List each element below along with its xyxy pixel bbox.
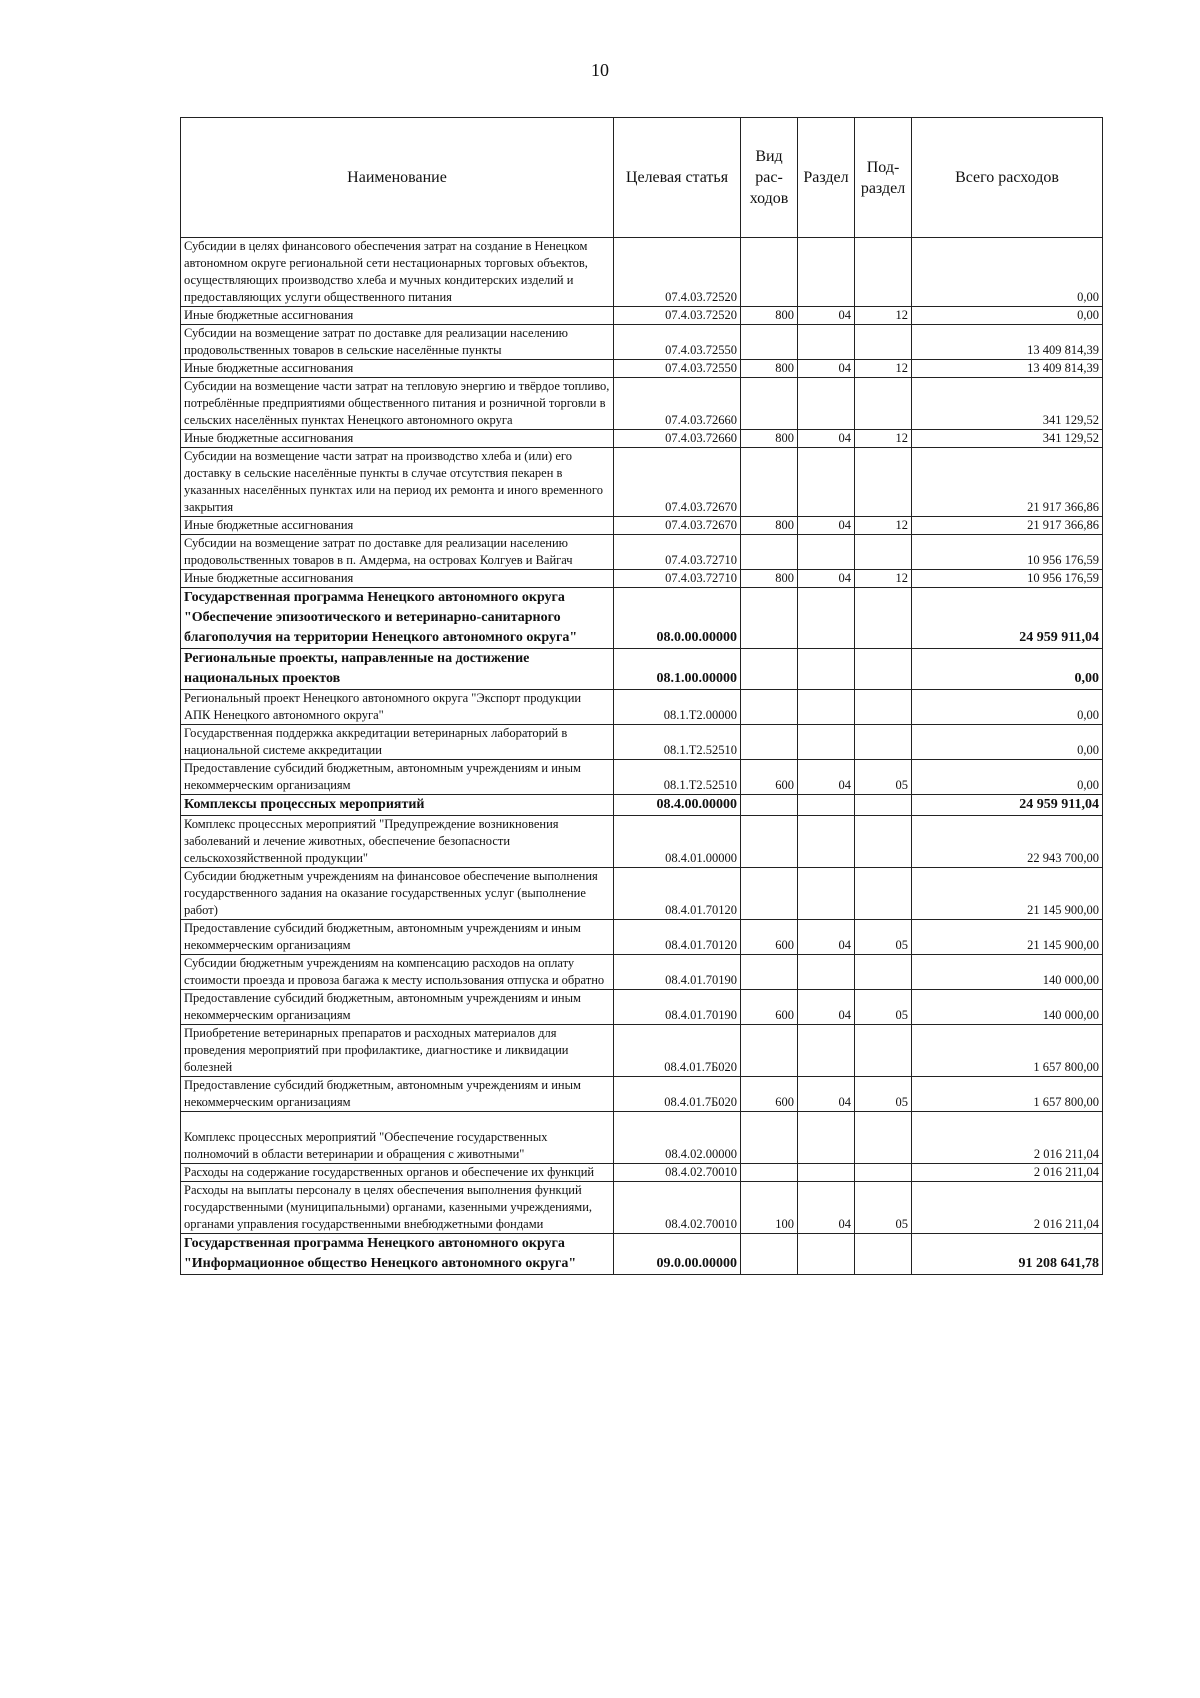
row-code: 08.4.01.7Б020 bbox=[614, 1025, 741, 1077]
row-name: Предоставление субсидий бюджетным, автономным учреждениям и иным некоммерческим организациям bbox=[181, 1077, 614, 1112]
row-expense-type bbox=[741, 325, 798, 360]
row-total: 2 016 211,04 bbox=[912, 1182, 1103, 1234]
row-name: Приобретение ветеринарных препаратов и расходных материалов для проведения мероприятий при профилактике, диагностике и ликвидации болезней bbox=[181, 1025, 614, 1077]
row-total: 2 016 211,04 bbox=[912, 1164, 1103, 1182]
row-expense-type: 800 bbox=[741, 430, 798, 448]
row-name: Комплекс процессных мероприятий "Обеспечение государственных полномочий в области ветеринарии и обращения с животными" bbox=[181, 1112, 614, 1164]
row-code: 07.4.03.72520 bbox=[614, 307, 741, 325]
table-row bbox=[181, 816, 1103, 868]
row-section bbox=[798, 868, 855, 920]
row-total: 140 000,00 bbox=[912, 955, 1103, 990]
table-body bbox=[181, 238, 1103, 1275]
row-code: 08.4.01.70120 bbox=[614, 868, 741, 920]
row-section bbox=[798, 816, 855, 868]
row-total: 2 016 211,04 bbox=[912, 1112, 1103, 1164]
row-code: 08.1.00.00000 bbox=[614, 649, 741, 690]
row-expense-type bbox=[741, 448, 798, 517]
row-section: 04 bbox=[798, 570, 855, 588]
row-total: 341 129,52 bbox=[912, 378, 1103, 430]
row-subsection bbox=[855, 238, 912, 307]
row-subsection bbox=[855, 448, 912, 517]
row-subsection bbox=[855, 1025, 912, 1077]
row-expense-type: 600 bbox=[741, 760, 798, 795]
table-row bbox=[181, 795, 1103, 816]
row-code: 08.0.00.00000 bbox=[614, 588, 741, 649]
row-code: 08.4.01.70190 bbox=[614, 990, 741, 1025]
row-expense-type: 800 bbox=[741, 570, 798, 588]
row-code: 07.4.03.72550 bbox=[614, 360, 741, 378]
row-name: Субсидии бюджетным учреждениям на финансовое обеспечение выполнения государственного задания на оказание государственных услуг (выполнение работ) bbox=[181, 868, 614, 920]
row-name: Субсидии на возмещение затрат по доставке для реализации населению продовольственных товаров в п. Амдерма, на островах Колгуев и Вайгач bbox=[181, 535, 614, 570]
row-subsection bbox=[855, 725, 912, 760]
row-code: 08.4.02.70010 bbox=[614, 1164, 741, 1182]
row-expense-type: 600 bbox=[741, 990, 798, 1025]
row-total: 22 943 700,00 bbox=[912, 816, 1103, 868]
header-name: Наименование bbox=[181, 118, 614, 238]
row-expense-type bbox=[741, 378, 798, 430]
row-code: 08.4.01.70120 bbox=[614, 920, 741, 955]
row-code: 08.4.02.00000 bbox=[614, 1112, 741, 1164]
row-subsection: 12 bbox=[855, 517, 912, 535]
row-expense-type bbox=[741, 1234, 798, 1275]
row-expense-type bbox=[741, 1025, 798, 1077]
table-row bbox=[181, 1182, 1103, 1234]
row-section bbox=[798, 649, 855, 690]
row-total: 21 917 366,86 bbox=[912, 448, 1103, 517]
page-number: 10 bbox=[591, 60, 609, 80]
table-row bbox=[181, 517, 1103, 535]
row-expense-type: 800 bbox=[741, 517, 798, 535]
table-row bbox=[181, 1077, 1103, 1112]
table-row bbox=[181, 990, 1103, 1025]
row-expense-type: 800 bbox=[741, 360, 798, 378]
row-section: 04 bbox=[798, 760, 855, 795]
row-total: 140 000,00 bbox=[912, 990, 1103, 1025]
row-expense-type bbox=[741, 1112, 798, 1164]
row-expense-type bbox=[741, 868, 798, 920]
row-name: Иные бюджетные ассигнования bbox=[181, 307, 614, 325]
row-code: 08.4.01.7Б020 bbox=[614, 1077, 741, 1112]
table-row bbox=[181, 1164, 1103, 1182]
row-code: 08.4.01.70190 bbox=[614, 955, 741, 990]
row-expense-type bbox=[741, 955, 798, 990]
row-subsection: 12 bbox=[855, 430, 912, 448]
row-expense-type: 600 bbox=[741, 1077, 798, 1112]
row-code: 07.4.03.72710 bbox=[614, 535, 741, 570]
row-total: 24 959 911,04 bbox=[912, 588, 1103, 649]
row-total: 1 657 800,00 bbox=[912, 1077, 1103, 1112]
row-expense-type bbox=[741, 238, 798, 307]
row-expense-type: 100 bbox=[741, 1182, 798, 1234]
row-subsection bbox=[855, 588, 912, 649]
row-name: Региональный проект Ненецкого автономного округа "Экспорт продукции АПК Ненецкого автономного округа" bbox=[181, 690, 614, 725]
row-section: 04 bbox=[798, 517, 855, 535]
row-expense-type bbox=[741, 535, 798, 570]
table-row bbox=[181, 955, 1103, 990]
row-section bbox=[798, 238, 855, 307]
row-section bbox=[798, 725, 855, 760]
row-name: Государственная программа Ненецкого автономного округа "Обеспечение эпизоотического и ветеринарно-санитарного благополучия на территории Ненецкого автономного округа" bbox=[181, 588, 614, 649]
row-total: 0,00 bbox=[912, 760, 1103, 795]
row-code: 07.4.03.72670 bbox=[614, 517, 741, 535]
row-subsection: 05 bbox=[855, 920, 912, 955]
row-subsection bbox=[855, 1164, 912, 1182]
row-subsection: 05 bbox=[855, 1182, 912, 1234]
header-total: Всего расходов bbox=[912, 118, 1103, 238]
row-subsection: 05 bbox=[855, 760, 912, 795]
row-code: 07.4.03.72660 bbox=[614, 378, 741, 430]
row-name: Иные бюджетные ассигнования bbox=[181, 360, 614, 378]
row-name: Комплексы процессных мероприятий bbox=[181, 795, 614, 816]
row-code: 08.1.T2.00000 bbox=[614, 690, 741, 725]
row-total: 0,00 bbox=[912, 649, 1103, 690]
row-code: 08.4.01.00000 bbox=[614, 816, 741, 868]
row-name: Государственная поддержка аккредитации ветеринарных лабораторий в национальной системе аккредитации bbox=[181, 725, 614, 760]
row-expense-type bbox=[741, 725, 798, 760]
row-section bbox=[798, 795, 855, 816]
row-name: Субсидии на возмещение части затрат на тепловую энергию и твёрдое топливо, потреблённые предприятиями общественного питания и розничной торговли в сельских населённых пунктах Ненецкого автономного округа bbox=[181, 378, 614, 430]
row-total: 24 959 911,04 bbox=[912, 795, 1103, 816]
row-subsection: 12 bbox=[855, 570, 912, 588]
row-code: 09.0.00.00000 bbox=[614, 1234, 741, 1275]
row-total: 13 409 814,39 bbox=[912, 360, 1103, 378]
table-row bbox=[181, 570, 1103, 588]
row-section: 04 bbox=[798, 307, 855, 325]
row-name: Иные бюджетные ассигнования bbox=[181, 517, 614, 535]
row-subsection: 05 bbox=[855, 990, 912, 1025]
row-subsection bbox=[855, 378, 912, 430]
table-row bbox=[181, 760, 1103, 795]
row-subsection bbox=[855, 649, 912, 690]
table-row bbox=[181, 588, 1103, 649]
row-section: 04 bbox=[798, 1182, 855, 1234]
row-code: 08.4.00.00000 bbox=[614, 795, 741, 816]
row-subsection bbox=[855, 816, 912, 868]
row-section bbox=[798, 1164, 855, 1182]
row-code: 07.4.03.72670 bbox=[614, 448, 741, 517]
table-row bbox=[181, 1025, 1103, 1077]
row-subsection: 05 bbox=[855, 1077, 912, 1112]
budget-table bbox=[180, 117, 1103, 1275]
row-name: Предоставление субсидий бюджетным, автономным учреждениям и иным некоммерческим организациям bbox=[181, 760, 614, 795]
row-section: 04 bbox=[798, 920, 855, 955]
row-total: 13 409 814,39 bbox=[912, 325, 1103, 360]
row-code: 07.4.03.72550 bbox=[614, 325, 741, 360]
table-row bbox=[181, 448, 1103, 517]
row-name: Государственная программа Ненецкого автономного округа "Информационное общество Ненецкого автономного округа" bbox=[181, 1234, 614, 1275]
table-row bbox=[181, 430, 1103, 448]
row-total: 0,00 bbox=[912, 690, 1103, 725]
row-total: 21 917 366,86 bbox=[912, 517, 1103, 535]
row-total: 10 956 176,59 bbox=[912, 535, 1103, 570]
row-expense-type bbox=[741, 1164, 798, 1182]
header-code: Целевая статья bbox=[614, 118, 741, 238]
row-total: 1 657 800,00 bbox=[912, 1025, 1103, 1077]
row-section bbox=[798, 1025, 855, 1077]
row-subsection: 12 bbox=[855, 307, 912, 325]
row-expense-type bbox=[741, 690, 798, 725]
table-row bbox=[181, 725, 1103, 760]
row-section bbox=[798, 535, 855, 570]
row-expense-type bbox=[741, 649, 798, 690]
row-total: 0,00 bbox=[912, 307, 1103, 325]
row-expense-type bbox=[741, 816, 798, 868]
row-total: 21 145 900,00 bbox=[912, 920, 1103, 955]
row-code: 08.1.T2.52510 bbox=[614, 725, 741, 760]
row-total: 91 208 641,78 bbox=[912, 1234, 1103, 1275]
row-subsection bbox=[855, 1112, 912, 1164]
table-row bbox=[181, 690, 1103, 725]
table-row bbox=[181, 360, 1103, 378]
row-subsection bbox=[855, 690, 912, 725]
row-code: 08.4.02.70010 bbox=[614, 1182, 741, 1234]
table-row bbox=[181, 535, 1103, 570]
row-section: 04 bbox=[798, 1077, 855, 1112]
row-name: Расходы на содержание государственных органов и обеспечение их функций bbox=[181, 1164, 614, 1182]
row-subsection: 12 bbox=[855, 360, 912, 378]
row-expense-type: 800 bbox=[741, 307, 798, 325]
table-row bbox=[181, 307, 1103, 325]
row-subsection bbox=[855, 955, 912, 990]
row-name: Предоставление субсидий бюджетным, автономным учреждениям и иным некоммерческим организациям bbox=[181, 990, 614, 1025]
row-subsection bbox=[855, 1234, 912, 1275]
row-section bbox=[798, 690, 855, 725]
row-section: 04 bbox=[798, 360, 855, 378]
row-code: 08.1.T2.52510 bbox=[614, 760, 741, 795]
row-section bbox=[798, 1234, 855, 1275]
table-row bbox=[181, 325, 1103, 360]
row-expense-type: 600 bbox=[741, 920, 798, 955]
row-section bbox=[798, 378, 855, 430]
row-subsection bbox=[855, 868, 912, 920]
row-section bbox=[798, 588, 855, 649]
row-subsection bbox=[855, 795, 912, 816]
header-expense-type: Вид рас-ходов bbox=[741, 118, 798, 238]
row-name: Комплекс процессных мероприятий "Предупреждение возникновения заболеваний и лечение животных, обеспечение безопасности сельскохозяйственной продукции" bbox=[181, 816, 614, 868]
row-code: 07.4.03.72660 bbox=[614, 430, 741, 448]
table-header-row bbox=[181, 118, 1103, 238]
row-total: 10 956 176,59 bbox=[912, 570, 1103, 588]
row-section bbox=[798, 448, 855, 517]
row-subsection bbox=[855, 325, 912, 360]
header-section: Раздел bbox=[798, 118, 855, 238]
row-subsection bbox=[855, 535, 912, 570]
row-name: Расходы на выплаты персоналу в целях обеспечения выполнения функций государственными (муниципальными) органами, казенными учреждениями, органами управления государственными внебюджетными фондами bbox=[181, 1182, 614, 1234]
row-name: Иные бюджетные ассигнования bbox=[181, 570, 614, 588]
row-name: Иные бюджетные ассигнования bbox=[181, 430, 614, 448]
row-name: Субсидии бюджетным учреждениям на компенсацию расходов на оплату стоимости проезда и провоза багажа к месту использования отпуска и обратно bbox=[181, 955, 614, 990]
row-code: 07.4.03.72710 bbox=[614, 570, 741, 588]
row-section bbox=[798, 1112, 855, 1164]
table-row bbox=[181, 649, 1103, 690]
row-total: 0,00 bbox=[912, 238, 1103, 307]
table-row bbox=[181, 1234, 1103, 1275]
row-code: 07.4.03.72520 bbox=[614, 238, 741, 307]
table-row bbox=[181, 1112, 1103, 1164]
row-total: 341 129,52 bbox=[912, 430, 1103, 448]
row-name: Предоставление субсидий бюджетным, автономным учреждениям и иным некоммерческим организациям bbox=[181, 920, 614, 955]
row-expense-type bbox=[741, 588, 798, 649]
table-row bbox=[181, 238, 1103, 307]
row-name: Субсидии в целях финансового обеспечения затрат на создание в Ненецком автономном округе региональной сети нестационарных торговых объектов, осуществляющих производство хлеба и мучных кондитерских изделий и предоставляющих услуги общественного питания bbox=[181, 238, 614, 307]
row-section: 04 bbox=[798, 430, 855, 448]
table-row bbox=[181, 378, 1103, 430]
row-expense-type bbox=[741, 795, 798, 816]
row-name: Региональные проекты, направленные на достижение национальных проектов bbox=[181, 649, 614, 690]
row-name: Субсидии на возмещение затрат по доставке для реализации населению продовольственных товаров в сельские населённые пункты bbox=[181, 325, 614, 360]
header-subsection: Под-раздел bbox=[855, 118, 912, 238]
row-name: Субсидии на возмещение части затрат на производство хлеба и (или) его доставку в сельские населённые пункты в случае отсутствия пекарен в указанных населённых пунктах или на период их ремонта и иного временного закрытия bbox=[181, 448, 614, 517]
row-section: 04 bbox=[798, 990, 855, 1025]
table-row bbox=[181, 868, 1103, 920]
row-total: 21 145 900,00 bbox=[912, 868, 1103, 920]
row-total: 0,00 bbox=[912, 725, 1103, 760]
row-section bbox=[798, 955, 855, 990]
table-row bbox=[181, 920, 1103, 955]
row-section bbox=[798, 325, 855, 360]
